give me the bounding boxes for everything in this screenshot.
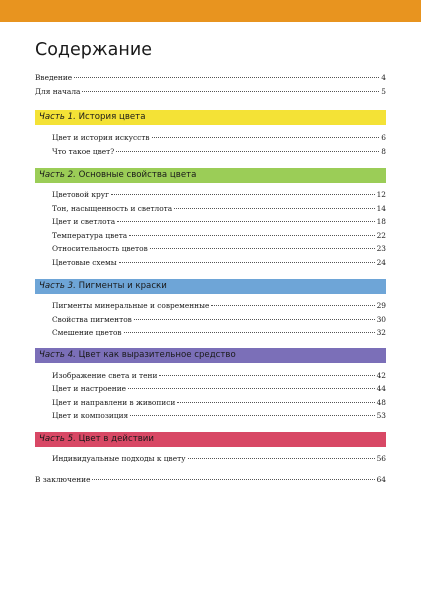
toc-entry-page: 64 [376,475,386,484]
toc-entry-label: Тон, насыщенность и светлота [52,204,173,213]
toc-entry-page: 42 [376,371,386,380]
toc-entry-label: Введение [35,73,73,82]
toc-entry-label: Цвет и композиция [52,411,129,420]
toc-entry-label: Цвет и направлени в живописи [52,398,176,407]
toc-entry[interactable] [52,230,386,241]
part-5-header[interactable] [35,432,386,447]
toc-entry-conclusion[interactable] [35,474,386,485]
part-title: Основные свойства цвета [78,170,197,180]
leader-dots [124,332,375,333]
toc-entry-label: Температура цвета [52,231,128,240]
toc-entry[interactable] [52,243,386,254]
toc-entry[interactable] [52,300,386,311]
toc-entry-page: 22 [376,231,386,240]
toc-entry-label: Свойства пигментов [52,315,132,324]
toc-entry-page: 4 [381,73,386,82]
leader-dots [150,248,375,249]
toc-entry-label: Изображение света и тени [52,371,158,380]
part-title: История цвета [78,112,146,122]
leader-dots [152,137,380,138]
toc-entry-label: Относительность цветов [52,244,148,253]
leader-dots [111,194,375,195]
toc-entry-page: 23 [376,244,386,253]
toc-entry-label: В заключение [35,475,91,484]
toc-entry[interactable] [52,370,386,381]
toc-entry-label: Пигменты минеральные и современные [52,301,210,310]
toc-entry-page: 30 [376,315,386,324]
leader-dots [128,388,375,389]
toc-entry-page: 18 [376,217,386,226]
toc-entry-page: 44 [376,384,386,393]
leader-dots [116,151,379,152]
toc-entry-label: Что такое цвет? [52,147,115,156]
leader-dots [177,402,374,403]
part-title: Цвет как выразительное средство [78,350,236,360]
part-label: Часть 1. [39,112,76,122]
part-3-header[interactable] [35,279,386,294]
leader-dots [174,208,374,209]
toc-entry-page: 8 [381,147,386,156]
toc-entry-label: Цветовые схемы [52,258,117,267]
part-label: Часть 3. [39,281,76,291]
leader-dots [188,458,375,459]
toc-entry-page: 53 [376,411,386,420]
leader-dots [211,305,374,306]
part-1-header[interactable] [35,110,386,125]
toc-entry[interactable] [52,397,386,408]
toc-entry-page: 48 [376,398,386,407]
toc-entry-label: Смешение цветов [52,328,122,337]
toc-entry-page: 6 [381,133,386,142]
toc-entry-label: Цвет и настроение [52,384,127,393]
toc-entry[interactable] [52,327,386,338]
leader-dots [129,235,374,236]
toc-entry[interactable] [52,132,386,143]
leader-dots [74,77,379,78]
toc-entry[interactable] [52,453,386,464]
toc-entry-label: Индивидуальные подходы к цвету [52,454,186,463]
toc-entry-label: Цветовой круг [52,190,109,199]
toc-entry-page: 24 [376,258,386,267]
part-title: Цвет в действии [78,434,154,444]
part-label: Часть 2. [39,170,76,180]
leader-dots [82,91,379,92]
toc-entry-label: Цвет и история искусств [52,133,150,142]
part-label: Часть 4. [39,350,76,360]
toc-entry[interactable] [52,146,386,157]
toc-entry[interactable] [52,314,386,325]
toc-entry-page: 32 [376,328,386,337]
part-2-header[interactable] [35,168,386,183]
toc-entry-intro[interactable] [35,72,386,83]
toc-entry-page: 56 [376,454,386,463]
toc-entry-start[interactable] [35,86,386,97]
toc-entry-page: 14 [376,204,386,213]
toc-entry[interactable] [52,189,386,200]
part-title: Пигменты и краски [78,281,167,291]
toc-entry[interactable] [52,257,386,268]
toc-entry[interactable] [52,203,386,214]
toc-entry-label: Цвет и светлота [52,217,116,226]
part-label: Часть 5. [39,434,76,444]
leader-dots [92,479,374,480]
part-4-header[interactable] [35,348,386,363]
leader-dots [117,221,374,222]
leader-dots [159,375,374,376]
leader-dots [119,262,375,263]
page-title: Содержание [35,40,152,60]
toc-entry[interactable] [52,216,386,227]
toc-entry[interactable] [52,383,386,394]
toc-entry-page: 12 [376,190,386,199]
toc-entry[interactable] [52,410,386,421]
toc-entry-label: Для начала [35,87,81,96]
leader-dots [130,415,374,416]
toc-entry-page: 5 [381,87,386,96]
leader-dots [134,319,375,320]
toc-entry-page: 29 [376,301,386,310]
